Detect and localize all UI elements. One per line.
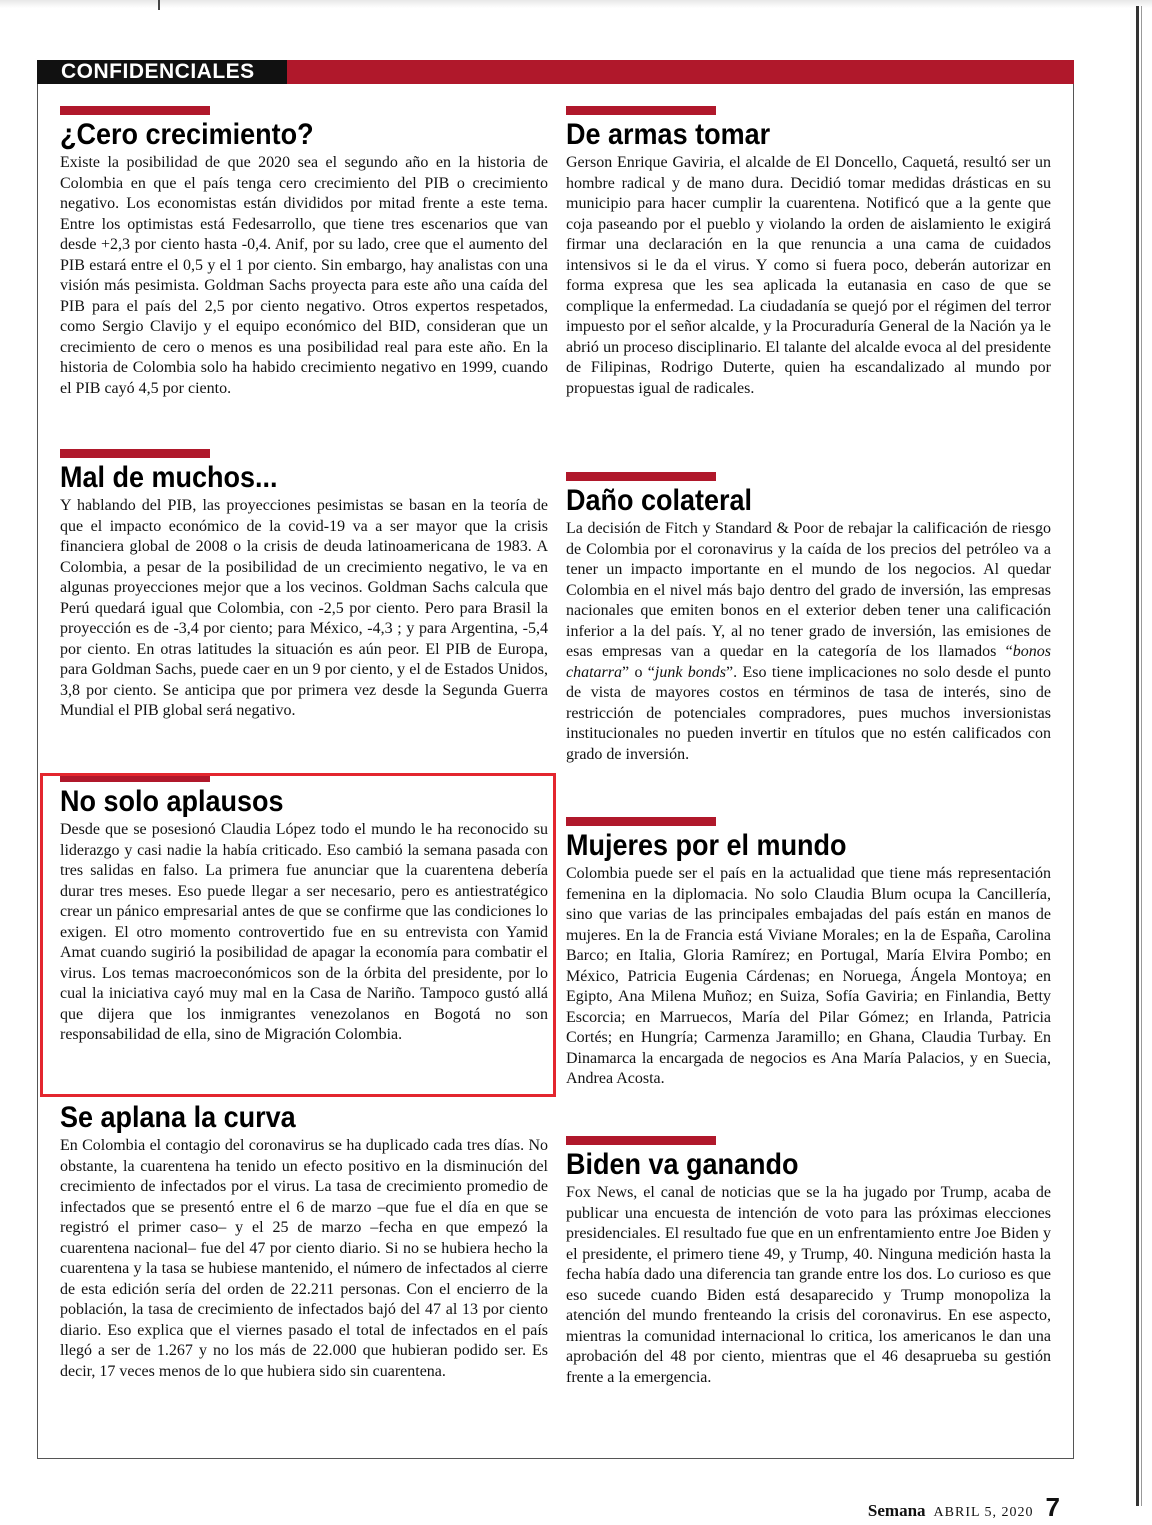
article-body: En Colombia el contagio del coronavirus se ha duplicado cada tres días. No obstante, la cuarentena ha tenido un efecto positivo en la disminución del crecimiento de infectados por el virus. La tasa de crecimiento promedio de infectados que se presentó entre el 6 de marzo –que fue el día en que se registró el primer caso– y el 25 de marzo –fecha en que empezó la cuarentena nacional– fue del 47 por ciento diario. Si no se hubiera hecho la cuarentena y la tasa se hubiese mantenido, el número de infectados al cierre de esta edición sería del orden de 22.211 personas. Con el encierro de la población, la tasa de crecimiento de infectados bajó del 47 al 13 por ciento diario. Eso explica que el viernes pasado el total de infectados en el país llegó a ser de 1.267 y no los más de 22.000 que hubieran podido ser. Es decir, 17 veces menos de lo que hubiera sido sin cuarentena.	[60, 1137, 548, 1380]
scan-edge-right	[1136, 6, 1139, 1506]
scan-edge-right-shadow	[1141, 6, 1142, 1506]
page-footer	[868, 1492, 1060, 1523]
accent-bar	[566, 817, 716, 826]
article-body: Fox News, el canal de noticias que se la ha jugado por Trump, acaba de publicar una encuesta de intención de voto para las próximas elecciones presidenciales. El resultado fue que en un enfrentamiento entre Joe Biden y el presidente, el primero tiene 49, y Trump, 40. Ninguna medición hasta la fecha había dado una diferencia tan grande entre los dos. Lo curioso es que eso sucede cuando Biden está desaparecido y Trump monopoliza la atención del mundo frenteando la crisis del coronavirus. En ese aspecto, mientras la comunidad internacional lo critica, los americanos le dan una aprobación del 48 por ciento, mientras que el 46 desaprueba su gestión frente a la emergencia.	[566, 1184, 1051, 1386]
article-body: Gerson Enrique Gaviria, el alcalde de El Doncello, Caquetá, resultó ser un hombre radical y de mano dura. Decidió tomar medidas drásticas en su municipio para hacer cumplir la cuarentena. Notificó que a la gente que coja paseando por el pueblo y violando la orden de aislamiento le exigirá firmar una declaración en la que renuncia a una cama de cuidados intensivos si le da el virus. Y como si fuera poco, deberán autorizar en forma expresa que les sea aplicada la eutanasia en caso de que se complique la enfermedad. La ciudadanía se quejó por el régimen del terror impuesto por el señor alcalde, y la Procuraduría General de la Nación ya le abrió un proceso disciplinario. El talante del alcalde evoca al del presidente de Filipinas, Rodrigo Duterte, quien ha escandalizado al mundo por propuestas igual de radicales.	[566, 154, 1051, 397]
article-biden-va-ganando	[566, 1136, 1051, 1388]
scan-edge	[0, 0, 1152, 8]
article-title: ¿Cero crecimiento?	[60, 118, 314, 151]
issue-date: ABRIL 5, 2020	[933, 1505, 1034, 1520]
accent-bar	[566, 1136, 716, 1145]
article-cero-crecimiento	[60, 106, 548, 399]
article-body: Y hablando del PIB, las proyecciones pesimistas se basan en la teoría de que el impacto económico de la covid-19 va a ser mayor que la crisis financiera global de 2008 o la crisis de deuda latinoamericana de 1983. A Colombia, a pesar de la posibilidad de un crecimiento negativo, le va en algunas proyecciones mejor que a los vecinos. Goldman Sachs calcula que Perú quedará igual que Colombia, con -2,5 por ciento. Pero para Brasil la proyección es de -3,4 por ciento; para México, -4,3 ; y para Argentina, -5,4 por ciento. En otras latitudes la situación es aún peor. El PIB de Europa, para Goldman Sachs, puede caer en un 9 por ciento, y el de Estados Unidos, 3,8 por ciento. Se anticipa que por primera vez desde la Segunda Guerra Mundial el PIB global será negativo.	[60, 497, 548, 719]
article-body-italic: junk bonds	[654, 663, 727, 681]
article-title: De armas tomar	[566, 118, 771, 151]
article-title: No solo aplausos	[60, 785, 284, 818]
article-de-armas-tomar	[566, 106, 1051, 399]
article-title: Biden va ganando	[566, 1148, 799, 1181]
page-number: 7	[1045, 1492, 1060, 1522]
article-body-part: La decisión de Fitch y Standard & Poor de rebajar la calificación de riesgo de Colombia por el coronavirus y la caída de los precios del petróleo va a tener un impacto importante en el mundo de los negocios. Al quedar Colombia en el nivel más bajo dentro del grado de inversión, las empresas nacionales que emiten bonos en el exterior deben tener una calificación inferior a la del país. Y, al no tener grado de inversión, las emisiones de esas empresas van a quedar en la categoría de los llamados “	[566, 520, 1051, 660]
highlight-box	[40, 773, 556, 1097]
article-body-part: ”. Eso tiene implicaciones no solo desde el punto de vista de mayores costos en términos de tasa de interés, sino de restricción de potenciales compradores, pues muchos inversionistas institucionales no pueden invertir en títulos que no estén calificados con grado de inversión.	[566, 663, 1051, 763]
article-title: Se aplana la curva	[60, 1101, 296, 1134]
accent-bar	[566, 472, 716, 481]
article-body	[566, 519, 1051, 765]
article-body: Colombia puede ser el país en la actualidad que tiene más representación femenina en la diplomacia. No solo Claudia Blum ocupa la Cancillería, sino que varias de las principales embajadas del país están en manos de mujeres. En la de Francia está Viviane Morales; en la de España, Carolina Barco; en Italia, Gloria Ramírez; en Portugal, María Elvira Pombo; en México, Patricia Eugenia Cárdenas; en Noruega, Ángela Montoya; en Egipto, Ana Milena Muñoz; en Suiza, Sofía Gaviria; en Finlandia, Betty Escorcia; en Marruecos, María del Pilar Gómez; en Irlanda, Patricia Cortés; en Hungría; Carmenza Jaramillo; en Ghana, Claudia Turbay. En Dinamarca la encargada de negocios es Ana María Palacios, y en Suecia, Andrea Acosta.	[566, 865, 1051, 1087]
article-mal-de-muchos	[60, 449, 548, 722]
article-body: Existe la posibilidad de que 2020 sea el segundo año en la historia de Colombia en que el país tenga cero crecimiento del PIB o crecimiento negativo. Los economistas están divididos por mitad frente a este tema. Entre los optimistas está Fedesarrollo, que tiene tres escenarios que van desde +2,3 por ciento hasta -0,4. Anif, por su lado, cree que el aumento del PIB estará entre el 0,5 y el 1 por ciento. Sin embargo, hay analistas con una visión más pesimista. Goldman Sachs proyecta para este año una caída del PIB para el país del 2,5 por ciento negativo. Otros expertos respetados, como Sergio Clavijo y el equipo económico del BID, consideran que un crecimiento de cero o menos es una posibilidad real para este año. En la historia de Colombia solo ha habido crecimiento negativo en 1999, cuando el PIB cayó 4,5 por ciento.	[60, 154, 548, 397]
section-label: CONFIDENCIALES	[37, 60, 287, 84]
article-dano-colateral	[566, 472, 1051, 765]
article-title: Daño colateral	[566, 484, 753, 517]
article-body: Desde que se posesionó Claudia López todo el mundo le ha reconocido su liderazgo y casi nadie la había criticado. Eso cambió la semana pasada con tres salidas en falso. La primera fue anunciar que la cuarentena debería durar tres meses. Eso puede llegar a ser necesario, pero es antiestratégico crear un pánico empresarial antes de que se confirme que las condiciones lo exigen. El otro momento controvertido fue en su entrevista con Yamid Amat cuando sugirió la posibilidad de apagar la economía para combatir el virus. Los temas macroeconómicos son de la órbita del presidente, por lo cual la iniciativa cayó muy mal en la Casa de Nariño. Tampoco gustó allá que dijera que los inmigrantes venezolanos en Bogotá no son responsabilidad de ella, sino de Migración Colombia.	[60, 821, 548, 1043]
article-title: Mal de muchos...	[60, 461, 278, 494]
accent-bar	[60, 449, 210, 458]
article-body-italic: bonos chatarra	[566, 643, 1051, 681]
magazine-name: Semana	[867, 1501, 926, 1520]
article-title: Mujeres por el mundo	[566, 829, 847, 862]
accent-bar	[60, 106, 210, 115]
article-body-part: ” o “	[622, 663, 655, 681]
accent-bar	[566, 106, 716, 115]
article-mujeres-por-el-mundo	[566, 817, 1051, 1090]
scan-mark	[158, 0, 160, 10]
article-se-aplana-la-curva	[60, 1100, 548, 1382]
